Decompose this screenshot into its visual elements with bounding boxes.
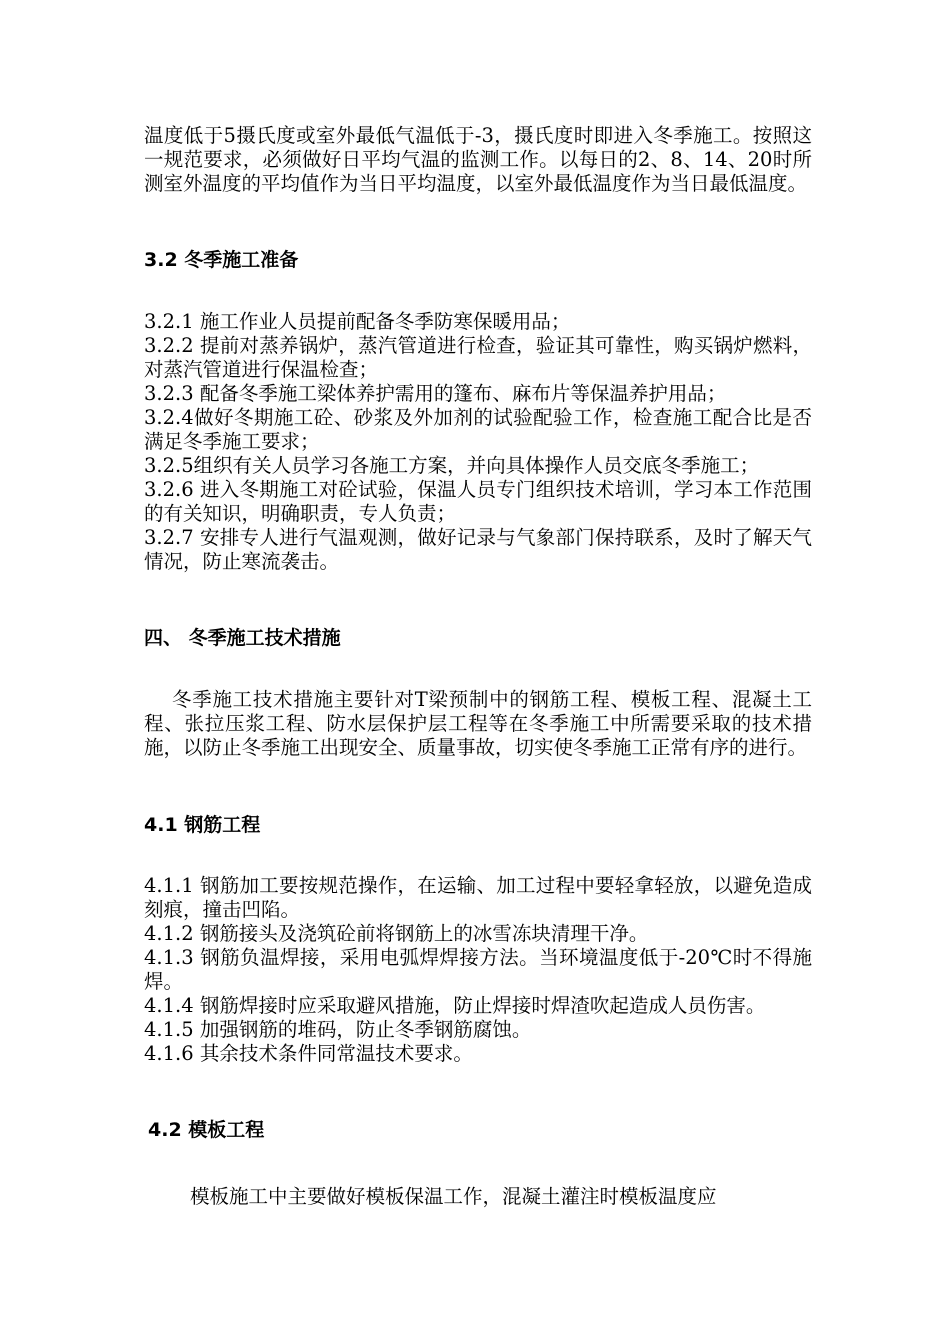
section-4-2-heading-block xyxy=(148,1118,816,1142)
list-item: 4.1.1 钢筋加工要按规范操作，在运输、加工过程中要轻拿轻放，以避免造成刻痕，撞击凹陷。 xyxy=(144,874,812,921)
list-item: 3.2.7 安排专人进行气温观测，做好记录与气象部门保持联系，及时了解天气情况，防止寒流袭击。 xyxy=(144,526,812,573)
list-item: 4.1.2 钢筋接头及浇筑砼前将钢筋上的冰雪冻块清理干净。 xyxy=(144,922,649,945)
list-item: 4.1.5 加强钢筋的堆码，防止冬季钢筋腐蚀。 xyxy=(144,1018,532,1041)
list-item: 3.2.3 配备冬季施工梁体养护需用的篷布、麻布片等保温养护用品； xyxy=(144,382,727,405)
list-item: 3.2.1 施工作业人员提前配备冬季防寒保暖用品； xyxy=(144,310,571,333)
section-4-1-heading: 4.1 钢筋工程 xyxy=(144,814,261,836)
section-4-2-paragraph xyxy=(144,1185,812,1209)
section-4-2-heading: 4.2 模板工程 xyxy=(148,1119,265,1141)
list-item: 3.2.6 进入冬期施工对砼试验，保温人员专门组织技术培训，学习本工作范围的有关知识，明确职责，专人负责； xyxy=(144,478,812,525)
list-item: 4.1.3 钢筋负温焊接，采用电弧焊焊接方法。当环境温度低于-20℃时不得施焊。 xyxy=(144,946,812,993)
section-4-text: 冬季施工技术措施主要针对T梁预制中的钢筋工程、模板工程、混凝土工程、张拉压浆工程、防水层保护层工程等在冬季施工中所需要采取的技术措施，以防止冬季施工出现安全、质量事故，切实使冬季施工正常有序的进行。 xyxy=(144,688,812,759)
list-item: 4.1.4 钢筋焊接时应采取避风措施，防止焊接时焊渣吹起造成人员伤害。 xyxy=(144,994,766,1017)
section-3-2-heading: 3.2 冬季施工准备 xyxy=(144,249,299,271)
list-item: 3.2.2 提前对蒸养锅炉，蒸汽管道进行检查，验证其可靠性，购买锅炉燃料，对蒸汽管道进行保温检查； xyxy=(144,334,812,381)
list-item: 3.2.4做好冬期施工砼、砂浆及外加剂的试验配验工作，检查施工配合比是否满足冬季施工要求； xyxy=(144,406,812,453)
section-3-2-list xyxy=(144,310,812,574)
section-4-2-text: 模板施工中主要做好模板保温工作，混凝土灌注时模板温度应 xyxy=(190,1185,717,1208)
section-4-heading: 四、 冬季施工技术措施 xyxy=(144,627,341,649)
section-4-1-list xyxy=(144,874,812,1066)
section-4-1-heading-block xyxy=(144,813,812,837)
list-item: 3.2.5组织有关人员学习各施工方案，并向具体操作人员交底冬季施工； xyxy=(144,454,760,477)
section-3-2-heading-block xyxy=(144,248,812,272)
section-4-heading-block xyxy=(144,626,812,650)
intro-text: 温度低于5摄氏度或室外最低气温低于-3，摄氏度时即进入冬季施工。按照这一规范要求，必须做好日平均气温的监测工作。以每日的2、8、14、20时所测室外温度的平均值作为当日平均温度，以室外最低温度作为当日最低温度。 xyxy=(144,124,812,195)
list-item: 4.1.6 其余技术条件同常温技术要求。 xyxy=(144,1042,473,1065)
intro-paragraph xyxy=(144,124,812,196)
section-4-paragraph xyxy=(144,688,812,760)
